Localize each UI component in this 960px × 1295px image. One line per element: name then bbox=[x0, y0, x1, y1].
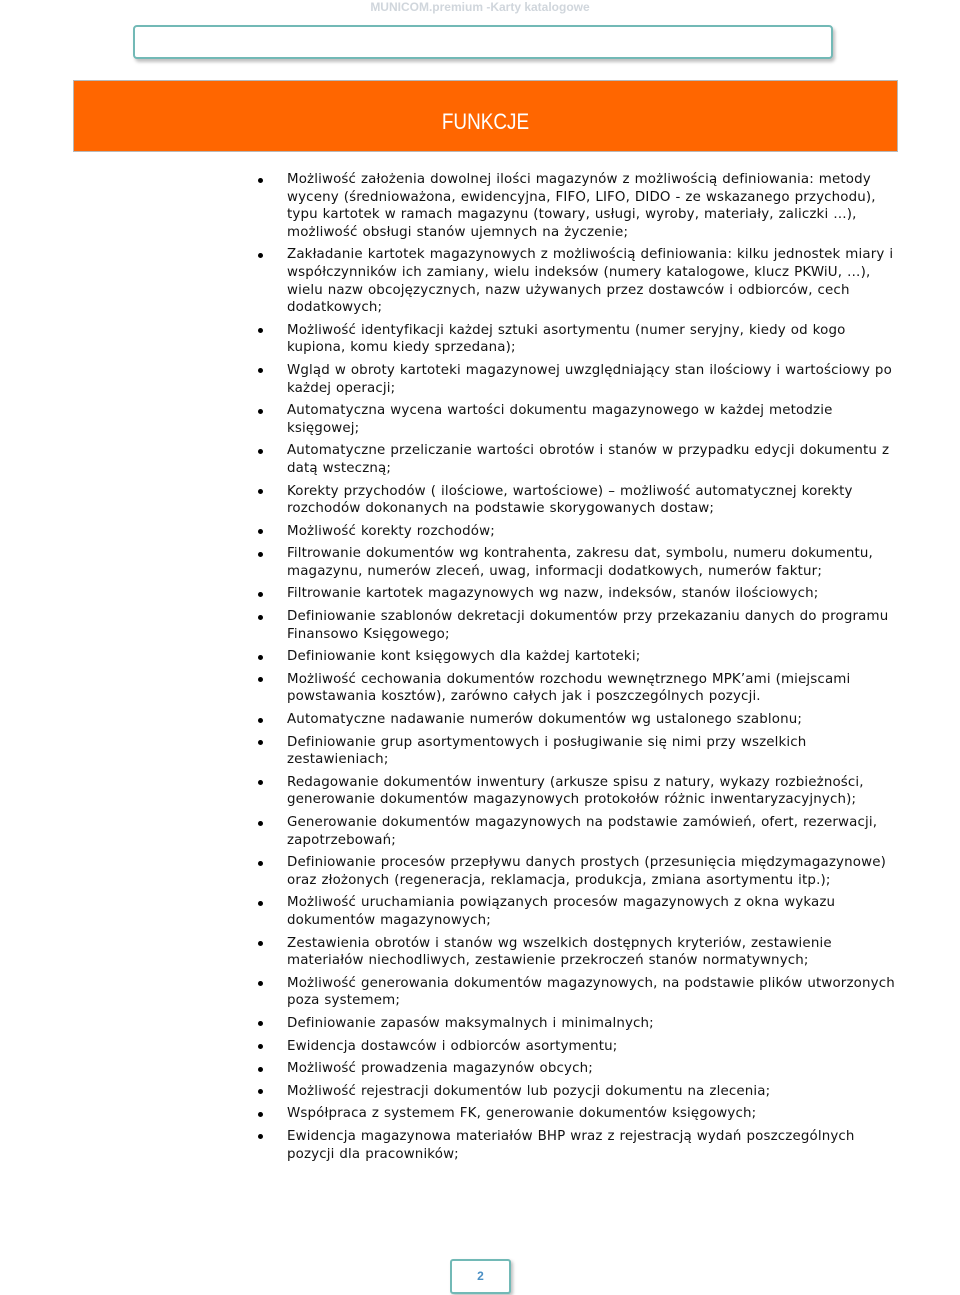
feature-item: Wgląd w obroty kartoteki magazynowej uwzględniający stan ilościowy i wartościowy po każdej operacji; bbox=[287, 362, 902, 397]
feature-item: Możliwość rejestracji dokumentów lub pozycji dokumentu na zlecenia; bbox=[287, 1083, 902, 1101]
feature-item: Automatyczne przeliczanie wartości obrotów i stanów w przypadku edycji dokumentu z datą wsteczną; bbox=[287, 442, 902, 477]
feature-item: Generowanie dokumentów magazynowych na podstawie zamówień, ofert, rezerwacji, zapotrzebowań; bbox=[287, 814, 902, 849]
feature-item: Współpraca z systemem FK, generowanie dokumentów księgowych; bbox=[287, 1105, 902, 1123]
feature-list bbox=[287, 171, 902, 1168]
feature-item: Ewidencja dostawców i odbiorców asortymentu; bbox=[287, 1038, 902, 1056]
section-banner bbox=[73, 80, 898, 152]
feature-item: Możliwość cechowania dokumentów rozchodu wewnętrznego MPK’ami (miejscami powstawania kosztów), zarówno całych jak i poszczególnych pozycji. bbox=[287, 671, 902, 706]
feature-item: Możliwość założenia dowolnej ilości magazynów z możliwością definiowania: metody wyceny (średnioważona, ewidencyjna, FIFO, LIFO, DIDO - ze wskazanego przychodu), typu kartotek w ramach magazynu (towary, usługi, wyroby, materiały, zaliczki …), możliwość obsługi stanów ujemnych na życzenie; bbox=[287, 171, 902, 241]
feature-item: Możliwość identyfikacji każdej sztuki asortymentu (numer seryjny, kiedy od kogo kupiona, komu kiedy sprzedana); bbox=[287, 322, 902, 357]
feature-item: Korekty przychodów ( ilościowe, wartościowe) – możliwość automatycznej korekty rozchodów dokonanych na podstawie skorygowanych dostaw; bbox=[287, 483, 902, 518]
feature-item: Definiowanie zapasów maksymalnych i minimalnych; bbox=[287, 1015, 902, 1033]
header-frame bbox=[133, 25, 833, 59]
feature-item: Możliwość generowania dokumentów magazynowych, na podstawie plików utworzonych poza systemem; bbox=[287, 975, 902, 1010]
feature-item: Filtrowanie kartotek magazynowych wg nazw, indeksów, stanów ilościowych; bbox=[287, 585, 902, 603]
feature-item: Definiowanie kont księgowych dla każdej kartoteki; bbox=[287, 648, 902, 666]
feature-item: Ewidencja magazynowa materiałów BHP wraz z rejestracją wydań poszczególnych pozycji dla pracowników; bbox=[287, 1128, 902, 1163]
feature-item: Definiowanie grup asortymentowych i posługiwanie się nimi przy wszelkich zestawieniach; bbox=[287, 734, 902, 769]
feature-item: Filtrowanie dokumentów wg kontrahenta, zakresu dat, symbolu, numeru dokumentu, magazynu, numerów zleceń, uwag, informacji dodatkowych, numerów faktur; bbox=[287, 545, 902, 580]
feature-item: Definiowanie procesów przepływu danych prostych (przesunięcia międzymagazynowe) oraz złożonych (regeneracja, reklamacja, produkcja, zmiana asortymentu itp.); bbox=[287, 854, 902, 889]
feature-item: Zakładanie kartotek magazynowych z możliwością definiowania: kilku jednostek miary i współczynników ich zamiany, wielu indeksów (numery katalogowe, klucz PKWiU, …), wielu nazw obcojęzycznych, nazw używanych przez dostawców i odbiorców, cech dodatkowych; bbox=[287, 246, 902, 316]
feature-item: Definiowanie szablonów dekretacji dokumentów przy przekazaniu danych do programu Finansowo Księgowego; bbox=[287, 608, 902, 643]
feature-item: Możliwość uruchamiania powiązanych procesów magazynowych z okna wykazu dokumentów magazynowych; bbox=[287, 894, 902, 929]
feature-item: Redagowanie dokumentów inwentury (arkusze spisu z natury, wykazy rozbieżności, generowanie dokumentów magazynowych protokołów różnic inwentaryzacyjnych); bbox=[287, 774, 902, 809]
feature-item: Automatyczna wycena wartości dokumentu magazynowego w każdej metodzie księgowej; bbox=[287, 402, 902, 437]
document-header-title: MUNICOM.premium -Karty katalogowe bbox=[370, 0, 590, 14]
feature-item: Zestawienia obrotów i stanów wg wszelkich dostępnych kryteriów, zestawienie materiałów niechodliwych, zestawienie przekroczeń stanów normatywnych; bbox=[287, 935, 902, 970]
feature-item: Możliwość korekty rozchodów; bbox=[287, 523, 902, 541]
page-number: 2 bbox=[450, 1259, 511, 1294]
feature-item: Automatyczne nadawanie numerów dokumentów wg ustalonego szablonu; bbox=[287, 711, 902, 729]
feature-item: Możliwość prowadzenia magazynów obcych; bbox=[287, 1060, 902, 1078]
section-title: FUNKCJE bbox=[441, 109, 530, 134]
